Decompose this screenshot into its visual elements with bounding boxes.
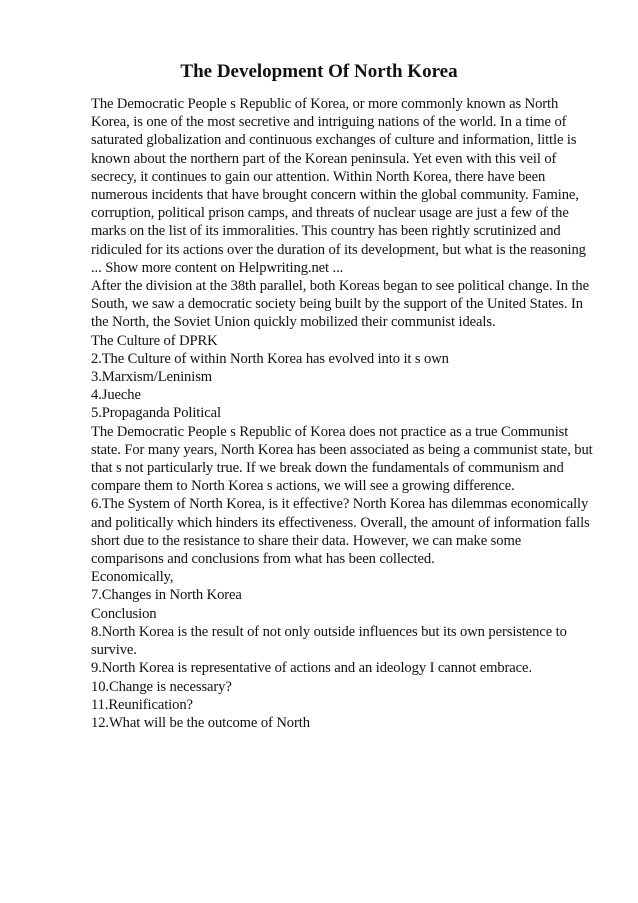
section-heading-conclusion: Conclusion xyxy=(91,605,157,622)
outline-item: 12.What will be the outcome of North xyxy=(91,714,310,731)
outline-item: 9.North Korea is representative of actions and an ideology I cannot embrace. xyxy=(91,660,532,677)
document-body xyxy=(91,95,597,732)
outline-item: 10.Change is necessary? xyxy=(91,678,232,695)
section-heading-culture: The Culture of DPRK xyxy=(91,332,218,349)
outline-item: 7.Changes in North Korea xyxy=(91,587,242,604)
outline-item: 11.Reunification? xyxy=(91,696,193,713)
system-paragraph: 6.The System of North Korea, is it effective? North Korea has dilemmas economically and politically which hinders its effectiveness. Overall, the amount of information falls short due to the resistance to share their data. However, we can make some comparisons and conclusions from what has been collected. xyxy=(91,496,590,568)
communism-paragraph: The Democratic People s Republic of Korea does not practice as a true Communist state. For many years, North Korea has been associated as being a communist state, but that s not particularly true. If we break down the fundamentals of communism and compare them to North Korea s actions, we will see a growing difference. xyxy=(91,423,593,495)
outline-item: 3.Marxism/Leninism xyxy=(91,369,213,386)
outline-item: 8.North Korea is the result of not only outside influences but its own persistence to survive. xyxy=(91,623,567,659)
document-title: The Development Of North Korea xyxy=(180,61,458,82)
division-paragraph: After the division at the 38th parallel, both Koreas began to see political change. In the South, we saw a democratic society being built by the support of the United States. In the North, the Soviet Union quickly mobilized their communist ideals. xyxy=(91,278,589,331)
outline-item: 2.The Culture of within North Korea has evolved into it s own xyxy=(91,350,449,367)
outline-item: 4.Jueche xyxy=(91,387,141,404)
outline-item: Economically, xyxy=(91,569,174,586)
intro-paragraph: The Democratic People s Republic of Korea, or more commonly known as North Korea, is one of the most secretive and intriguing nations of the world. In a time of saturated globalization and continuous exchanges of culture and information, little is known about the northern part of the Korean peninsula. Yet even with this veil of secrecy, it continues to gain our attention. Within North Korea, there have been numerous incidents that have brought concern within the global community. Famine, corruption, political prison camps, and threats of nuclear usage are just a few of the marks on the list of its immoralities. This country has been rightly scrutinized and ridiculed for its actions over the duration of its development, but what is the reasoning ... Show more content on Helpwriting.net ... xyxy=(91,96,586,276)
outline-item: 5.Propaganda Political xyxy=(91,405,221,422)
